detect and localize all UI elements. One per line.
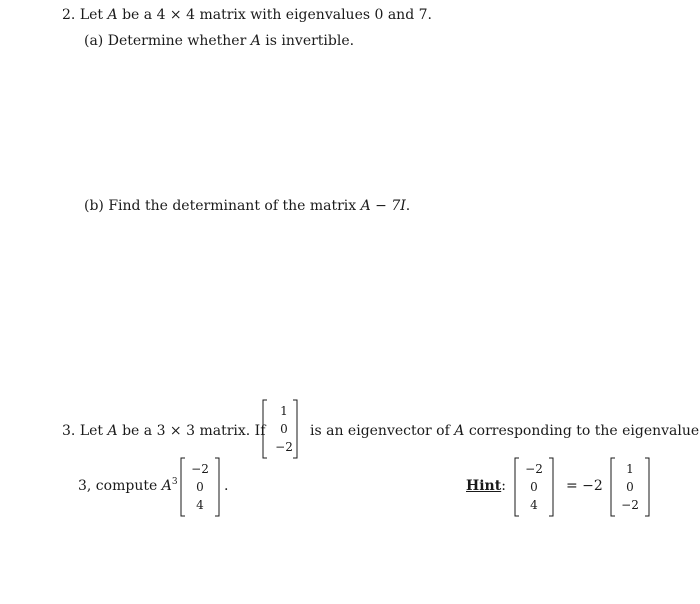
hint-lhs-matrix	[514, 457, 554, 517]
q3-power-base: A	[161, 478, 172, 494]
q2a-tail: is invertible.	[265, 33, 355, 49]
q2-tail: matrix with eigenvalues 0 and 7.	[199, 7, 432, 23]
target-vector-entry: 0	[196, 480, 204, 494]
eigenvector-entry: 0	[280, 422, 288, 436]
eigenvector-entry: −2	[275, 440, 293, 454]
q3-var-a2: A	[454, 423, 465, 439]
hint-lhs-entry: −2	[525, 462, 543, 476]
hint-label-group	[466, 479, 506, 493]
hint-rhs-entry: 1	[626, 462, 634, 476]
q2-part-b	[84, 199, 410, 213]
q3-mid2: matrix. If	[199, 423, 266, 439]
q2-var-a: A	[107, 7, 118, 23]
target-vector-entry: 4	[196, 498, 204, 512]
target-vector-matrix	[180, 457, 220, 517]
hint-lhs-entry: 4	[530, 498, 538, 512]
q3-line2-lead: 3, compute	[78, 478, 158, 494]
q2-part-a	[84, 34, 354, 48]
q2-line	[62, 8, 432, 22]
q2b-end: .	[405, 198, 411, 214]
q2b-text: Find the determinant of the matrix	[108, 198, 357, 214]
q3-line1-right	[310, 424, 699, 438]
q3-tail: corresponding to the eigenvalue	[468, 423, 700, 439]
q3-lead: Let	[79, 423, 104, 439]
q2-number: 2.	[62, 7, 76, 23]
target-vector-entry: −2	[191, 462, 209, 476]
q3-number: 3.	[62, 423, 76, 439]
q2-size: 4 × 4	[156, 7, 196, 23]
q3-mid: be a	[122, 423, 153, 439]
q3-line2	[78, 479, 178, 493]
q3-period: .	[224, 478, 229, 494]
hint-label: Hint	[466, 478, 502, 494]
q2a-label: (a)	[84, 33, 104, 49]
q3-after-vector: is an eigenvector of	[310, 423, 450, 439]
hint-equals: = −2	[566, 478, 603, 494]
q2-lead: Let	[79, 7, 104, 23]
q3-var-a: A	[107, 423, 118, 439]
hint-rhs-entry: −2	[621, 498, 639, 512]
q3-line1-left	[62, 424, 265, 438]
hint-rhs-entry: 0	[626, 480, 634, 494]
eigenvector-matrix	[262, 399, 298, 459]
hint-colon: :	[501, 478, 506, 494]
hint-rhs-matrix	[610, 457, 650, 517]
q2b-label: (b)	[84, 198, 104, 214]
q2a-var: A	[250, 33, 261, 49]
hint-lhs-entry: 0	[530, 480, 538, 494]
q2a-text: Determine whether	[107, 33, 247, 49]
q3-power-exp: 3	[171, 477, 178, 487]
q2-mid: be a	[122, 7, 153, 23]
eigenvector-entry: 1	[280, 404, 288, 418]
q3-size: 3 × 3	[156, 423, 196, 439]
q2b-expr: A − 7I	[360, 198, 406, 214]
